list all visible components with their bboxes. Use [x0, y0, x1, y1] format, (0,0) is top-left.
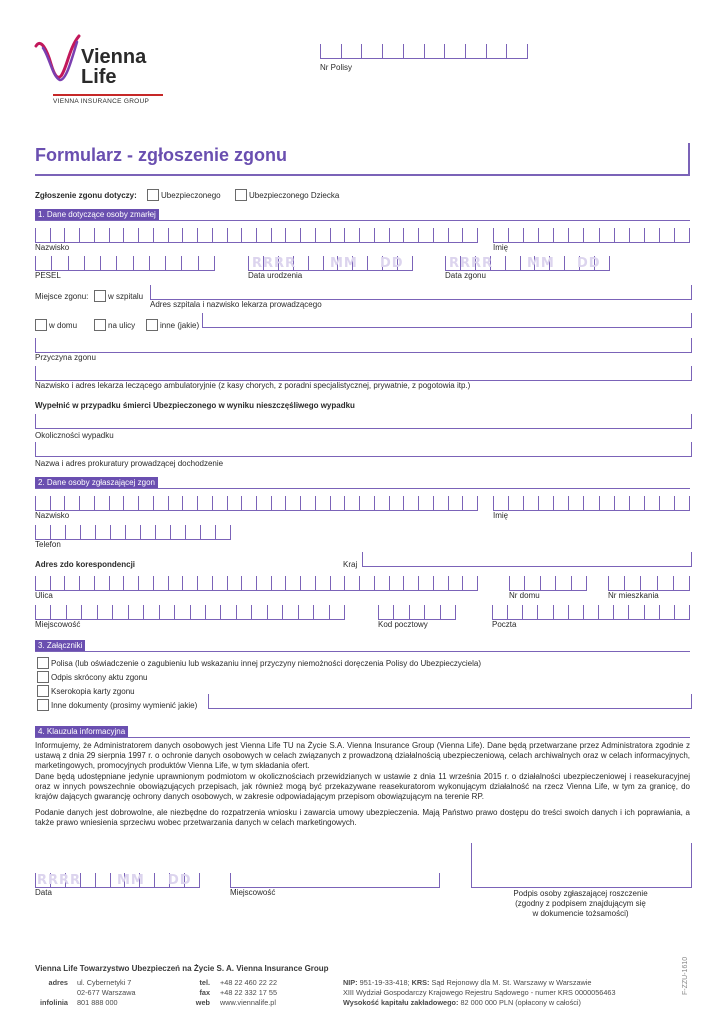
- prosecutor-input[interactable]: [35, 442, 692, 457]
- birth-date-label: Data urodzenia: [248, 271, 303, 280]
- section-1-line: [35, 220, 690, 221]
- doctor-input[interactable]: [35, 366, 692, 381]
- other-place-input[interactable]: [202, 313, 692, 328]
- hospital-address-label: Adres szpitala i nazwisko lekarza prowadzącego: [150, 300, 322, 309]
- checkbox-hospital[interactable]: [94, 290, 106, 302]
- correspondence-address-header: Adres zdo korespondencji: [35, 560, 136, 569]
- checkbox-home[interactable]: [35, 319, 47, 331]
- death-date-label: Data zgonu: [445, 271, 486, 280]
- birth-date-day-placeholder: DD: [380, 256, 404, 271]
- checkbox-attachment-death-card[interactable]: [37, 685, 49, 697]
- signature-field[interactable]: [471, 843, 692, 888]
- title-bracket: [688, 143, 690, 176]
- checkbox-other-place-label: inne (jakie): [160, 321, 200, 330]
- policy-number-input[interactable]: [320, 44, 528, 59]
- city-input[interactable]: [35, 605, 345, 620]
- signature-label-1: Podpis osoby zgłaszającej roszczenie: [513, 889, 648, 898]
- cause-of-death-input[interactable]: [35, 338, 692, 353]
- street-input[interactable]: [35, 576, 478, 591]
- section-2-line: [35, 488, 690, 489]
- street-label: Ulica: [35, 591, 53, 600]
- attachment-other-label: Inne dokumenty (prosimy wymienić jakie): [51, 701, 198, 710]
- footer-address-key: adres: [48, 978, 68, 987]
- checkbox-insured[interactable]: [147, 189, 159, 201]
- footer-hotline: 801 888 000: [77, 998, 118, 1007]
- form-code: F-ZZU-1610: [682, 956, 689, 995]
- house-number-label: Nr domu: [509, 591, 540, 600]
- checkbox-insured-child-label: Ubezpieczonego Dziecka: [249, 191, 340, 200]
- death-date-year-placeholder: RRRR: [449, 256, 494, 271]
- birth-date-month-placeholder: MM: [330, 256, 358, 271]
- section-4-line: [35, 737, 690, 738]
- checkbox-insured-child[interactable]: [235, 189, 247, 201]
- section-3-line: [35, 651, 690, 652]
- footer-court: XIII Wydział Gospodarczy Krajowego Rejestru Sądowego - numer KRS 0000056463: [343, 988, 616, 997]
- sign-date-day-placeholder: DD: [168, 873, 192, 888]
- postal-code-input[interactable]: [378, 605, 456, 620]
- clause-paragraph-2: Dane będą udostępniane jedynie uprawnionym podmiotom w okolicznościach przewidzianych w ustawie z dnia 11 września 2015 r. o działalności ubezpieczeniowej i reasekuracyjnej oraz w innych powszechnie obowiązujących przepisach, jak również mogą być przekazywane reasekuratorom wykonującym działalność na rzecz Vienna Life, w tym za granicę, do krajów dających gwarancję ochrony danych osobowych, w zakresie odpowiadającym przepisom obowiązującym na terenie RP.: [35, 772, 690, 802]
- accident-circumstances-input[interactable]: [35, 414, 692, 429]
- checkbox-street-label: na ulicy: [108, 321, 136, 330]
- country-input[interactable]: [362, 552, 692, 567]
- footer-capital: 82 000 000 PLN (opłacony w całości): [460, 998, 581, 1007]
- flat-number-label: Nr mieszkania: [608, 591, 659, 600]
- footer-nip-key: NIP:: [343, 978, 358, 987]
- hospital-address-input[interactable]: [150, 285, 692, 300]
- attachment-death-card-label: Kserokopia karty zgonu: [51, 687, 135, 696]
- prosecutor-label: Nazwa i adres prokuratury prowadzącej dochodzenie: [35, 459, 224, 468]
- checkbox-hospital-label: w szpitalu: [108, 292, 144, 301]
- checkbox-attachment-death-certificate[interactable]: [37, 671, 49, 683]
- attachment-policy-label: Polisa (lub oświadczenie o zagubieniu lub wskazaniu innej przyczyny niemożności doręczenia Polisy do Ubezpieczyciela): [51, 659, 481, 668]
- section-1-title: 1. Dane dotyczące osoby zmarłej: [35, 209, 159, 220]
- reporter-firstname-input[interactable]: [493, 496, 690, 511]
- clause-paragraph-3: Podanie danych jest dobrowolne, ale niezbędne do rozpatrzenia wniosku i zawarcia umowy ubezpieczenia. Mają Państwo prawo dostępu do treści swoich danych i ich poprawiania, a także prawo wniesienia sprzeciwu wobec przetwarzania danych w celach marketingowych.: [35, 808, 690, 828]
- reporter-phone-label: Telefon: [35, 540, 61, 549]
- country-label: Kraj: [343, 560, 358, 569]
- post-office-label: Poczta: [492, 620, 517, 629]
- post-office-input[interactable]: [492, 605, 690, 620]
- footer-address-2: 02-677 Warszawa: [77, 988, 136, 997]
- title-underline: [35, 174, 690, 176]
- footer-web[interactable]: www.viennalife.pl: [220, 998, 276, 1007]
- doctor-label: Nazwisko i adres lekarza leczącego ambulatoryjnie (z kasy chorych, z poradni specjalistycznej, prywatnie, z pogotowia itp.): [35, 381, 471, 390]
- footer-company: Vienna Life Towarzystwo Ubezpieczeń na Życie S. A. Vienna Insurance Group: [35, 964, 329, 973]
- birth-date-year-placeholder: RRRR: [252, 256, 297, 271]
- accident-header: Wypełnić w przypadku śmierci Ubezpieczonego w wyniku nieszczęśliwego wypadku: [35, 401, 355, 410]
- place-of-death-label: Miejsce zgonu:: [35, 292, 89, 301]
- section-4-title: 4. Klauzula informacyjna: [35, 726, 128, 737]
- footer-capital-key: Wysokość kapitału zakładowego:: [343, 998, 459, 1007]
- checkbox-attachment-policy[interactable]: [37, 657, 49, 669]
- company-logo: [33, 28, 168, 108]
- postal-code-label: Kod pocztowy: [378, 620, 428, 629]
- footer-fax-key: fax: [199, 988, 210, 997]
- deceased-firstname-label: Imię: [493, 243, 509, 252]
- logo-divider: [53, 94, 163, 96]
- footer-tel-key: tel.: [199, 978, 210, 987]
- city-label: Miejscowość: [35, 620, 81, 629]
- house-number-input[interactable]: [509, 576, 587, 591]
- checkbox-insured-label: Ubezpieczonego: [161, 191, 221, 200]
- sign-date-label: Data: [35, 888, 52, 897]
- deceased-surname-label: Nazwisko: [35, 243, 70, 252]
- footer-hotline-key: infolinia: [40, 998, 68, 1007]
- footer-nip-line: [343, 978, 592, 987]
- signature-label-3: w dokumencie tożsamości): [532, 909, 629, 918]
- footer-nip: 951-19-33-418;: [359, 978, 410, 987]
- page-title: Formularz - zgłoszenie zgonu: [35, 145, 288, 165]
- death-date-month-placeholder: MM: [527, 256, 555, 271]
- pesel-input[interactable]: [35, 256, 215, 271]
- footer-krs: Sąd Rejonowy dla M. St. Warszawy w Warszawie: [431, 978, 592, 987]
- deceased-surname-input[interactable]: [35, 228, 478, 243]
- policy-number-label: Nr Polisy: [320, 63, 353, 72]
- checkbox-other-place[interactable]: [146, 319, 158, 331]
- footer-capital-line: [343, 998, 581, 1007]
- reporter-phone-input[interactable]: [35, 525, 231, 540]
- section-3-title: 3. Załączniki: [35, 640, 85, 651]
- attachment-other-input[interactable]: [208, 694, 692, 709]
- flat-number-input[interactable]: [608, 576, 690, 591]
- footer-address-1: ul. Cybernetyki 7: [77, 978, 132, 987]
- sign-city-label: Miejscowość: [230, 888, 276, 897]
- attachment-death-certificate-label: Odpis skrócony aktu zgonu: [51, 673, 148, 682]
- section-2-title: 2. Dane osoby zgłaszającej zgon: [35, 477, 158, 488]
- concerns-label: Zgłoszenie zgonu dotyczy:: [35, 191, 137, 200]
- cause-of-death-label: Przyczyna zgonu: [35, 353, 96, 362]
- sign-date-year-placeholder: RRRR: [37, 873, 82, 888]
- deceased-firstname-input[interactable]: [493, 228, 690, 243]
- checkbox-attachment-other[interactable]: [37, 699, 49, 711]
- checkbox-home-label: w domu: [49, 321, 78, 330]
- footer-fax: +48 22 332 17 55: [220, 988, 278, 997]
- accident-circumstances-label: Okoliczności wypadku: [35, 431, 114, 440]
- checkbox-street[interactable]: [94, 319, 106, 331]
- reporter-firstname-label: Imię: [493, 511, 509, 520]
- signature-label-2: (zgodny z podpisem znajdującym się: [515, 899, 646, 908]
- reporter-surname-input[interactable]: [35, 496, 478, 511]
- logo-name-2: Life: [81, 66, 117, 88]
- sign-date-month-placeholder: MM: [117, 873, 145, 888]
- logo-name: Vienna: [81, 46, 147, 68]
- clause-paragraph-1: Informujemy, że Administratorem danych osobowych jest Vienna Life TU na Życie S.A. Vienna Insurance Group (Vienna Life). Dane będą przetwarzane przez Administratora zgodnie z ustawą z dnia 29 sierpnia 1997 r. o ochronie danych osobowych w celach związanych z prowadzoną działalnością ubezpieczeniową, celach archiwalnych oraz w celach informacyjnych, marketingowych, promocyjnych produktów Vienna Life, w tym składania ofert.: [35, 741, 690, 771]
- death-date-day-placeholder: DD: [577, 256, 601, 271]
- footer-krs-key: KRS:: [411, 978, 430, 987]
- pesel-label: PESEL: [35, 271, 61, 280]
- reporter-surname-label: Nazwisko: [35, 511, 70, 520]
- logo-group: VIENNA INSURANCE GROUP: [53, 98, 150, 105]
- footer-tel: +48 22 460 22 22: [220, 978, 278, 987]
- sign-city-input[interactable]: [230, 873, 440, 888]
- footer-web-key: web: [195, 998, 210, 1007]
